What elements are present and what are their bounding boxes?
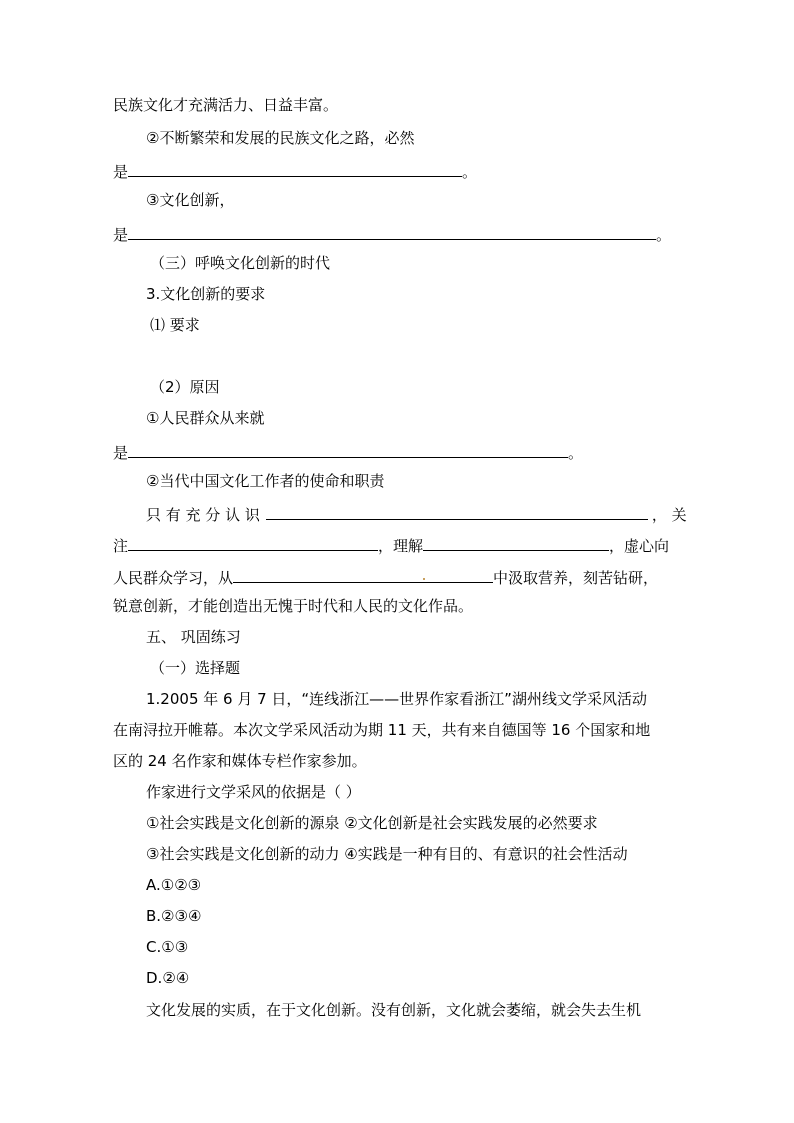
- line-end-text: ，虚心向: [609, 537, 670, 555]
- text-line: 锐意创新，才能创造出无愧于时代和人民的文化作品。: [113, 597, 474, 615]
- section-heading: 五、 巩固练习: [146, 628, 241, 646]
- text-line: 民族文化才充满活力、日益丰富。: [113, 96, 339, 114]
- option-c[interactable]: C.①③: [146, 938, 189, 956]
- option-a[interactable]: A.①②③: [146, 876, 202, 894]
- text-line: ③文化创新，: [146, 191, 235, 209]
- line-mid-text: ，理解: [378, 537, 424, 555]
- fill-blank-line: [113, 533, 669, 556]
- line-start-text: 是: [113, 163, 129, 181]
- blank-underline[interactable]: [128, 222, 656, 240]
- question-text: 在南浔拉开帷幕。本次文学采风活动为期 11 天，共有来自德国等 16 个国家和地: [113, 721, 651, 739]
- text-line: ②不断繁荣和发展的民族文化之路，必然: [146, 129, 415, 147]
- text-line: （2）原因: [150, 378, 220, 396]
- statement-list: ③社会实践是文化创新的动力 ④实践是一种有目的、有意识的社会性活动: [146, 845, 628, 863]
- line-start-text: 人民群众学习，从: [113, 569, 234, 587]
- text-line: 文化发展的实质，在于文化创新。没有创新，文化就会萎缩，就会失去生机: [146, 1001, 642, 1019]
- line-start-text: 注: [113, 537, 129, 555]
- line-end-text: 。: [462, 163, 478, 181]
- text-line: ①人民群众从来就: [146, 409, 265, 427]
- fill-blank-line: [146, 502, 687, 525]
- subsection-heading: （一）选择题: [150, 659, 241, 677]
- blank-underline[interactable]: [128, 159, 462, 177]
- line-end-text: 中汲取营养，刻苦钻研，: [493, 569, 659, 587]
- question-text: 1.2005 年 6 月 7 日，“连线浙江——世界作家看浙江”湖州线文学采风活动: [146, 690, 647, 708]
- line-start-text: 只 有 充 分 认 识: [146, 506, 260, 524]
- question-text: 区的 24 名作家和媒体专栏作家参加。: [113, 752, 367, 770]
- line-end-text: 。: [656, 226, 672, 244]
- fill-blank-line: [113, 565, 658, 588]
- blank-underline[interactable]: [128, 533, 378, 551]
- question-prompt: 作家进行文学采风的依据是（ ）: [146, 783, 361, 801]
- blank-underline[interactable]: [233, 565, 493, 583]
- blank-underline[interactable]: [128, 440, 568, 458]
- blank-underline[interactable]: [423, 533, 609, 551]
- blank-underline[interactable]: [266, 502, 648, 520]
- line-end-text: ， 关: [651, 506, 687, 524]
- fill-blank-line: [113, 159, 477, 182]
- option-b[interactable]: B.②③④: [146, 907, 202, 925]
- scan-dot: [423, 578, 425, 580]
- line-start-text: 是: [113, 444, 129, 462]
- section-heading: （三）呼唤文化创新的时代: [150, 254, 331, 272]
- fill-blank-line: [113, 440, 583, 463]
- text-line: ②当代中国文化工作者的使命和职责: [146, 472, 385, 490]
- text-line: ⑴ 要求: [150, 316, 200, 334]
- subsection-heading: 3.文化创新的要求: [146, 285, 266, 303]
- line-start-text: 是: [113, 226, 129, 244]
- statement-list: ①社会实践是文化创新的源泉 ②文化创新是社会实践发展的必然要求: [146, 814, 598, 832]
- option-d[interactable]: D.②④: [146, 969, 190, 987]
- fill-blank-line: [113, 222, 671, 245]
- line-end-text: 。: [568, 444, 584, 462]
